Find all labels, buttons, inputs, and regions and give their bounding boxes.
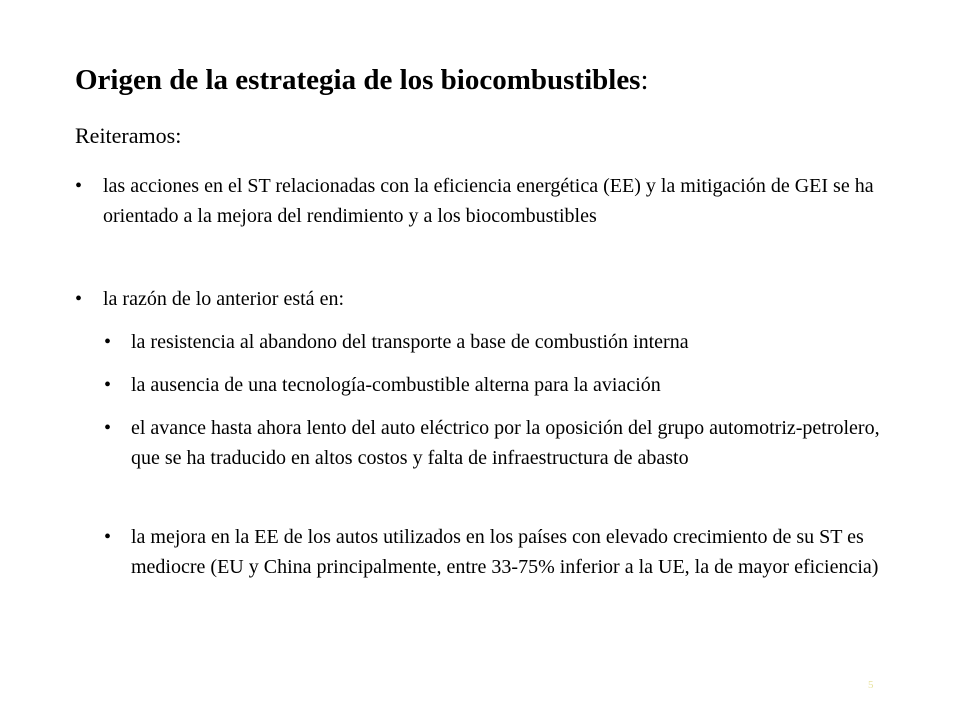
bullet-text: la ausencia de una tecnología-combustible alterna para la aviación — [131, 374, 661, 396]
slide-title-suffix: : — [640, 64, 649, 96]
sub-bullet-item — [104, 327, 904, 357]
bullet-text: el avance hasta ahora lento del auto eléctrico por la oposición del grupo automotriz-petrolero, que se ha traducido en altos costos y falta de infraestructura de abasto — [131, 417, 880, 469]
bullet-item — [75, 171, 895, 231]
intro-text: Reiteramos: — [75, 123, 182, 148]
bullet-icon: • — [104, 331, 112, 353]
bullet-icon: • — [75, 288, 83, 310]
bullet-text: las acciones en el ST relacionadas con la eficiencia energética (EE) y la mitigación de GEI se ha orientado a la mejora del rendimiento y a los biocombustibles — [103, 175, 874, 227]
slide-title-text: Origen de la estrategia de los biocombustibles — [75, 64, 641, 96]
sub-bullet-item — [104, 522, 904, 582]
bullet-text: la razón de lo anterior está en: — [103, 288, 344, 310]
bullet-icon: • — [104, 526, 112, 548]
bullet-text: la mejora en la EE de los autos utilizados en los países con elevado crecimiento de su ST es mediocre (EU y China principalmente, entre 33-75% inferior a la UE, la de mayor eficiencia) — [131, 526, 879, 578]
sub-bullet-item — [104, 370, 904, 400]
bullet-icon: • — [104, 374, 112, 396]
slide-title — [75, 62, 649, 98]
bullet-icon: • — [75, 175, 83, 197]
bullet-text: la resistencia al abandono del transporte a base de combustión interna — [131, 331, 689, 353]
page-number: 5 — [868, 679, 874, 691]
sub-bullet-item — [104, 413, 904, 473]
bullet-item — [75, 284, 895, 314]
bullet-icon: • — [104, 417, 112, 439]
